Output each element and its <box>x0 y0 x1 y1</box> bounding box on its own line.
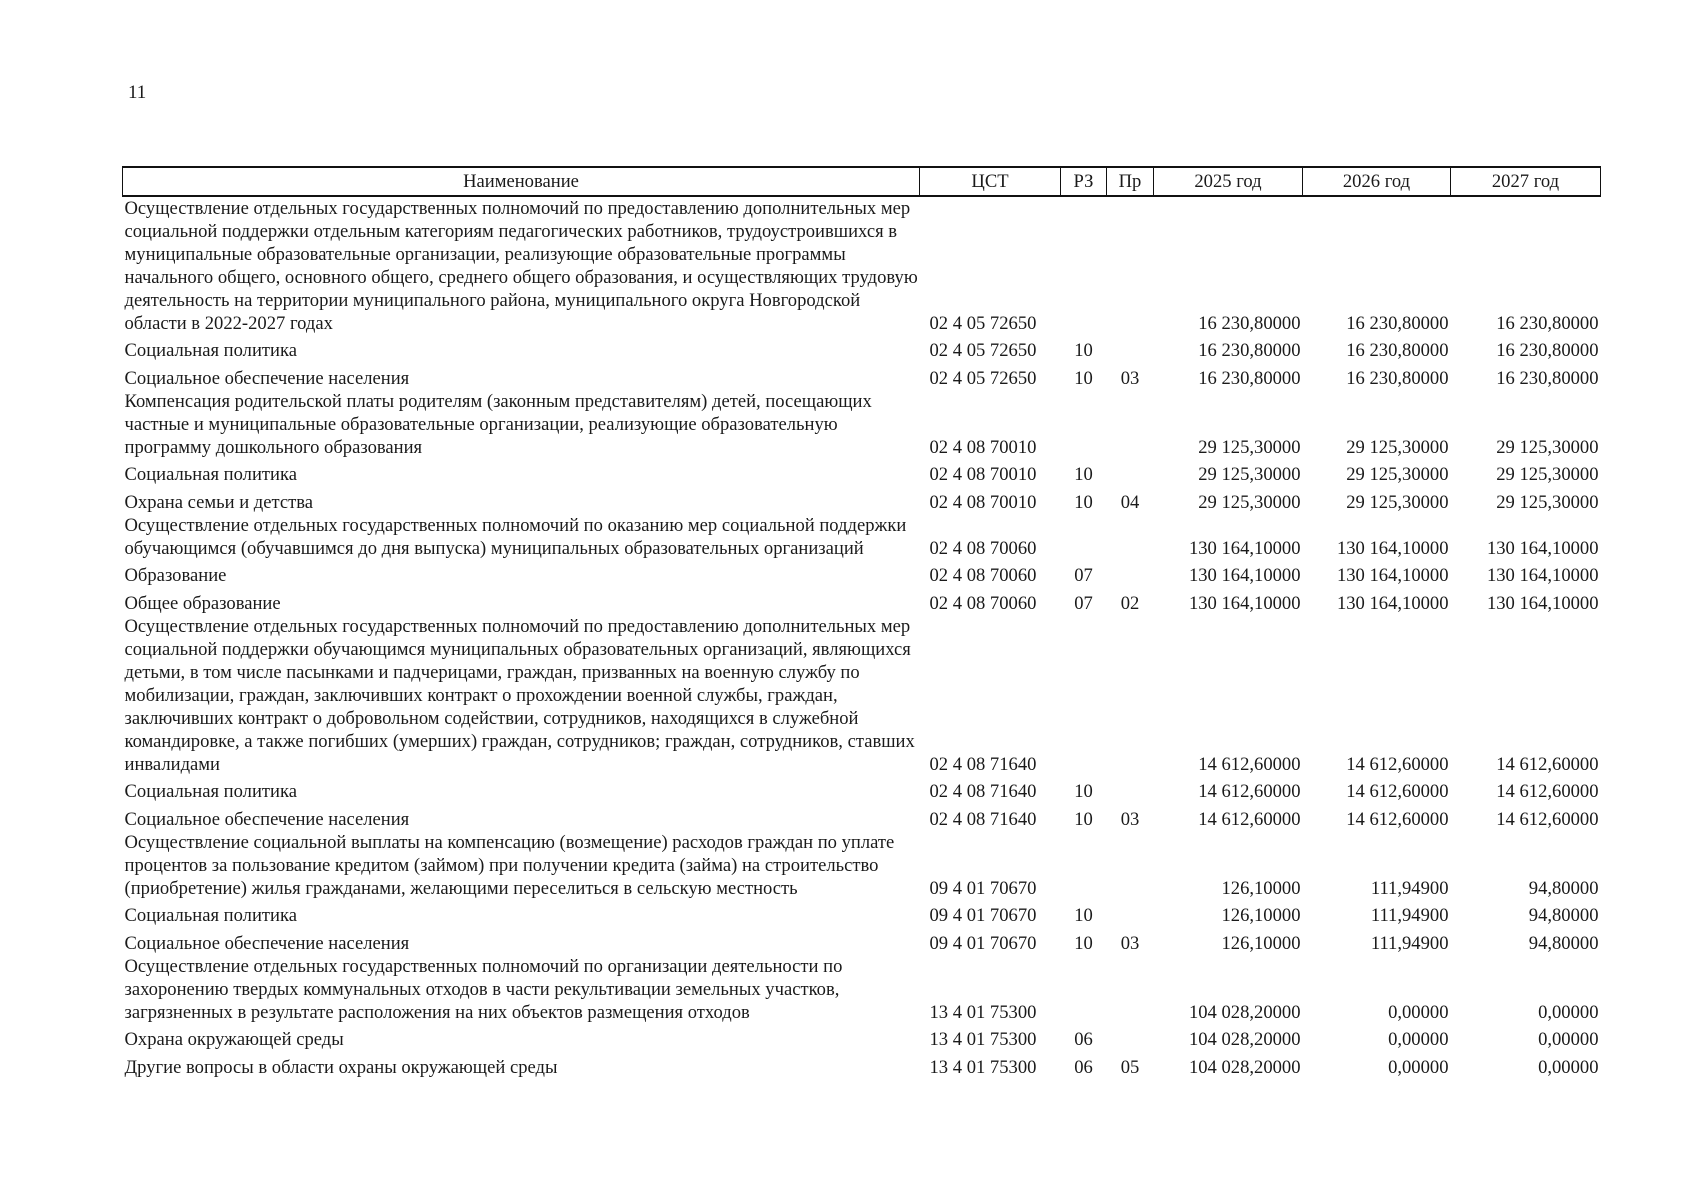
row-2027: 130 164,10000 <box>1486 538 1599 559</box>
row-2027: 14 612,60000 <box>1496 781 1599 802</box>
table-row <box>123 831 1601 904</box>
row-2026: 29 125,30000 <box>1346 492 1449 513</box>
row-rz: 10 <box>1074 809 1093 830</box>
row-2025: 130 164,10000 <box>1188 593 1301 614</box>
row-pr: 03 <box>1120 368 1140 389</box>
row-2027: 0,00000 <box>1538 1002 1599 1023</box>
row-pr: 02 <box>1120 593 1140 614</box>
row-pr <box>1107 780 1154 808</box>
table-row <box>123 491 1601 514</box>
row-2025: 16 230,80000 <box>1198 368 1301 389</box>
table-row <box>123 463 1601 491</box>
table-row <box>123 339 1601 367</box>
row-2025: 130 164,10000 <box>1188 565 1301 586</box>
row-rz <box>1061 390 1107 463</box>
row-2026: 111,94900 <box>1370 933 1449 954</box>
row-2026: 130 164,10000 <box>1336 565 1449 586</box>
row-cst: 13 4 01 75300 <box>929 1029 1037 1050</box>
row-cst: 02 4 08 71640 <box>929 754 1037 775</box>
row-cst: 02 4 08 70060 <box>929 538 1037 559</box>
table-row <box>123 1056 1601 1079</box>
row-rz <box>1061 196 1107 339</box>
header-2025: 2025 год <box>1154 167 1303 196</box>
row-cst: 09 4 01 70670 <box>929 905 1037 926</box>
row-rz: 07 <box>1074 565 1093 586</box>
row-2027: 130 164,10000 <box>1486 593 1599 614</box>
row-name: Социальное обеспечение населения <box>124 809 410 830</box>
row-name: Социальное обеспечение населения <box>124 933 410 954</box>
row-2025: 126,10000 <box>1221 905 1301 926</box>
row-2025: 16 230,80000 <box>1198 313 1301 334</box>
row-rz: 07 <box>1074 593 1093 614</box>
row-2026: 16 230,80000 <box>1346 340 1449 361</box>
row-pr <box>1107 463 1154 491</box>
row-2025: 126,10000 <box>1221 878 1301 899</box>
row-pr <box>1107 390 1154 463</box>
row-cst: 02 4 08 71640 <box>929 781 1037 802</box>
row-2026: 14 612,60000 <box>1346 754 1449 775</box>
table-row <box>123 780 1601 808</box>
row-cst: 02 4 08 70060 <box>929 565 1037 586</box>
row-pr: 05 <box>1120 1057 1140 1078</box>
table-row <box>123 955 1601 1028</box>
row-2027: 16 230,80000 <box>1496 340 1599 361</box>
row-2026: 14 612,60000 <box>1346 809 1449 830</box>
table-row <box>123 564 1601 592</box>
row-2026: 130 164,10000 <box>1336 538 1449 559</box>
row-cst: 02 4 05 72650 <box>929 340 1037 361</box>
row-name: Другие вопросы в области охраны окружающей среды <box>124 1057 558 1078</box>
row-rz: 06 <box>1074 1029 1093 1050</box>
row-pr <box>1107 339 1154 367</box>
row-cst: 02 4 05 72650 <box>929 313 1037 334</box>
row-2026: 16 230,80000 <box>1346 313 1449 334</box>
row-name: Компенсация родительской платы родителям (законным представителям) детей, посещающих частные и муниципальные образовательные организации, реализующие образовательную программу дошкольного образования <box>124 391 872 458</box>
table-row <box>123 514 1601 564</box>
row-2027: 0,00000 <box>1538 1029 1599 1050</box>
header-name: Наименование <box>123 167 920 196</box>
row-pr <box>1107 615 1154 780</box>
table-row <box>123 196 1601 339</box>
row-2027: 14 612,60000 <box>1496 809 1599 830</box>
row-2026: 130 164,10000 <box>1336 593 1449 614</box>
row-name: Охрана окружающей среды <box>124 1029 344 1050</box>
row-cst: 02 4 08 71640 <box>929 809 1037 830</box>
row-rz: 10 <box>1074 492 1093 513</box>
header-2026: 2026 год <box>1303 167 1451 196</box>
row-name: Осуществление отдельных государственных полномочий по оказанию мер социальной поддержки обучающимся (обучавшимся до дня выпуска) муниципальных образовательных организаций <box>124 515 907 559</box>
row-2027: 14 612,60000 <box>1496 754 1599 775</box>
row-name: Социальная политика <box>124 781 297 802</box>
row-pr <box>1107 514 1154 564</box>
row-2027: 16 230,80000 <box>1496 313 1599 334</box>
table-row <box>123 808 1601 831</box>
page-number: 11 <box>128 82 147 103</box>
row-cst: 09 4 01 70670 <box>929 878 1037 899</box>
row-pr <box>1107 904 1154 932</box>
table-row <box>123 592 1601 615</box>
header-rz: РЗ <box>1061 167 1107 196</box>
row-2025: 16 230,80000 <box>1198 340 1301 361</box>
row-cst: 02 4 08 70010 <box>929 437 1037 458</box>
row-cst: 13 4 01 75300 <box>929 1057 1037 1078</box>
row-name: Охрана семьи и детства <box>124 492 314 513</box>
row-name: Осуществление отдельных государственных полномочий по предоставлению дополнительных мер социальной поддержки обучающимся муниципальных образовательных организаций, являющихся детьми, в том числе пасынками и падчерицами, граждан, призванных на военную службу по мобилизации, граждан, заключивших контракт о прохождении военной службы, граждан, заключивших контракт о добровольном содействии, сотрудников, находящихся в служебной командировке, а также погибших (умерших) граждан, сотрудников; граждан, сотрудников, ставших инвалидами <box>124 616 915 775</box>
table-row <box>123 367 1601 390</box>
row-name: Осуществление социальной выплаты на компенсацию (возмещение) расходов граждан по уплате процентов за пользование кредитом (займом) при получении кредита (займа) на строительство (приобретение) жилья гражданами, желающими переселиться в сельскую местность <box>124 832 895 899</box>
table-row <box>123 932 1601 955</box>
row-cst: 02 4 08 70060 <box>929 593 1037 614</box>
row-2027: 94,80000 <box>1528 905 1599 926</box>
row-pr <box>1107 564 1154 592</box>
row-name: Социальная политика <box>124 905 297 926</box>
row-2027: 0,00000 <box>1538 1057 1599 1078</box>
row-cst: 02 4 05 72650 <box>929 368 1037 389</box>
row-2026: 111,94900 <box>1370 878 1449 899</box>
row-2027: 29 125,30000 <box>1496 492 1599 513</box>
row-2026: 14 612,60000 <box>1346 781 1449 802</box>
row-2025: 14 612,60000 <box>1198 781 1301 802</box>
row-2025: 104 028,20000 <box>1188 1057 1301 1078</box>
row-2025: 29 125,30000 <box>1198 492 1301 513</box>
header-cst: ЦСТ <box>920 167 1061 196</box>
row-name: Образование <box>124 565 227 586</box>
budget-table <box>122 166 1601 1079</box>
row-pr: 03 <box>1120 809 1140 830</box>
row-2026: 16 230,80000 <box>1346 368 1449 389</box>
header-row <box>123 167 1601 196</box>
row-2026: 0,00000 <box>1388 1029 1449 1050</box>
row-2025: 104 028,20000 <box>1188 1029 1301 1050</box>
row-2027: 16 230,80000 <box>1496 368 1599 389</box>
row-pr: 03 <box>1120 933 1140 954</box>
table-row <box>123 904 1601 932</box>
row-rz: 10 <box>1074 464 1093 485</box>
row-2025: 130 164,10000 <box>1188 538 1301 559</box>
table-row <box>123 615 1601 780</box>
row-2025: 104 028,20000 <box>1188 1002 1301 1023</box>
row-rz <box>1061 514 1107 564</box>
row-name: Социальное обеспечение населения <box>124 368 410 389</box>
row-2025: 14 612,60000 <box>1198 754 1301 775</box>
row-pr <box>1107 1028 1154 1056</box>
row-name: Общее образование <box>124 593 281 614</box>
row-rz: 10 <box>1074 340 1093 361</box>
row-pr <box>1107 955 1154 1028</box>
row-rz: 06 <box>1074 1057 1093 1078</box>
row-2026: 0,00000 <box>1388 1057 1449 1078</box>
row-2027: 94,80000 <box>1528 933 1599 954</box>
row-rz: 10 <box>1074 781 1093 802</box>
row-name: Осуществление отдельных государственных полномочий по предоставлению дополнительных мер социальной поддержки отдельным категориям педагогических работников, трудоустроившихся в муниципальные образовательные организации, реализующие образовательные программы начального общего, основного общего, среднего общего образования, и осуществляющих трудовую деятельность на территории муниципального района, муниципального округа Новгородской области в 2022-2027 годах <box>124 198 918 334</box>
row-cst: 09 4 01 70670 <box>929 933 1037 954</box>
row-rz <box>1061 831 1107 904</box>
row-2026: 111,94900 <box>1370 905 1449 926</box>
row-2026: 0,00000 <box>1388 1002 1449 1023</box>
row-2025: 14 612,60000 <box>1198 809 1301 830</box>
row-rz: 10 <box>1074 905 1093 926</box>
row-rz: 10 <box>1074 933 1093 954</box>
row-2026: 29 125,30000 <box>1346 464 1449 485</box>
row-rz <box>1061 615 1107 780</box>
row-name: Осуществление отдельных государственных полномочий по организации деятельности по захоронению твердых коммунальных отходов в части рекультивации земельных участков, загрязненных в результате расположения на них объектов размещения отходов <box>124 956 843 1023</box>
row-rz: 10 <box>1074 368 1093 389</box>
row-rz <box>1061 955 1107 1028</box>
row-2025: 29 125,30000 <box>1198 437 1301 458</box>
row-2027: 94,80000 <box>1528 878 1599 899</box>
row-2025: 29 125,30000 <box>1198 464 1301 485</box>
row-2027: 29 125,30000 <box>1496 464 1599 485</box>
header-2027: 2027 год <box>1451 167 1601 196</box>
row-2025: 126,10000 <box>1221 933 1301 954</box>
row-pr <box>1107 831 1154 904</box>
row-cst: 02 4 08 70010 <box>929 464 1037 485</box>
header-pr: Пр <box>1107 167 1154 196</box>
table-header <box>123 167 1601 196</box>
row-2026: 29 125,30000 <box>1346 437 1449 458</box>
row-name: Социальная политика <box>124 340 297 361</box>
table-row <box>123 390 1601 463</box>
row-2027: 29 125,30000 <box>1496 437 1599 458</box>
table-row <box>123 1028 1601 1056</box>
row-name: Социальная политика <box>124 464 297 485</box>
table-body <box>123 196 1601 1079</box>
row-cst: 13 4 01 75300 <box>929 1002 1037 1023</box>
row-cst: 02 4 08 70010 <box>929 492 1037 513</box>
row-2027: 130 164,10000 <box>1486 565 1599 586</box>
row-pr: 04 <box>1120 492 1140 513</box>
row-pr <box>1107 196 1154 339</box>
